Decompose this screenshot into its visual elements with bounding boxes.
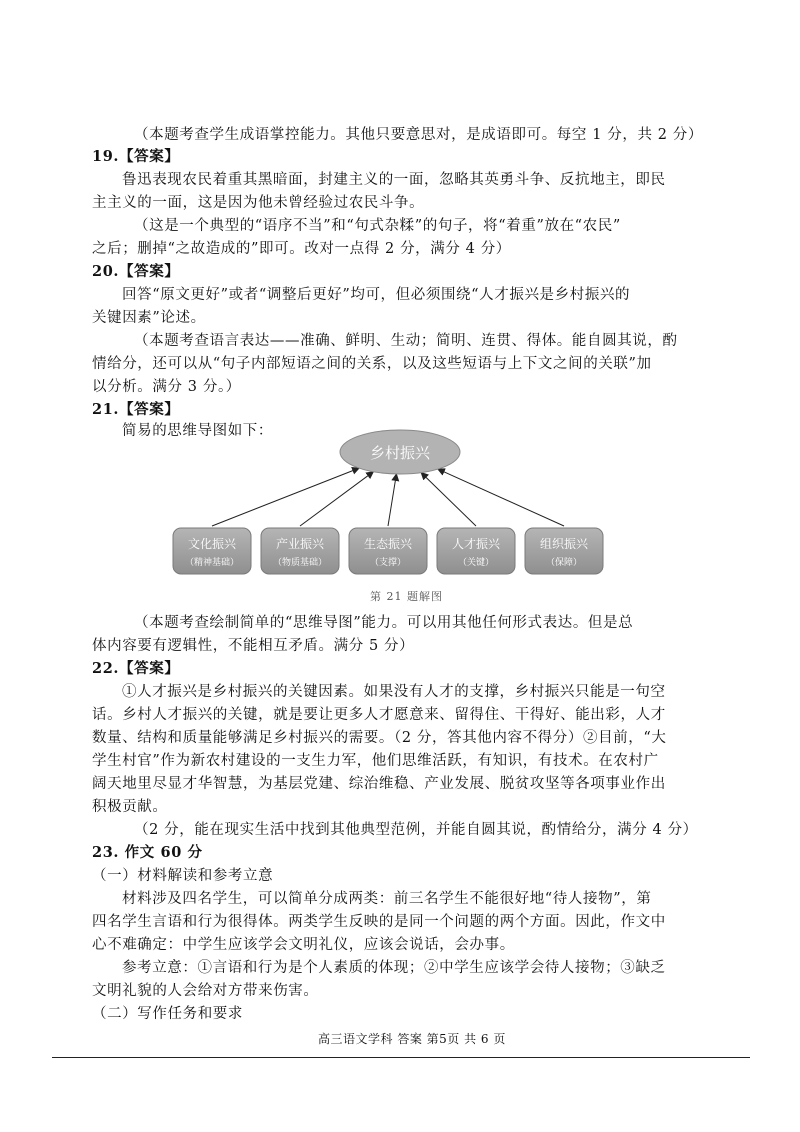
page-footer: 高三语文学科 答案 第5页 共 6 页 <box>318 1032 506 1046</box>
q21-note-line2: 体内容要有逻辑性，不能相互矛盾。满分 5 分） <box>92 638 415 654</box>
q22-answer-line6: 积极贡献。 <box>92 799 168 815</box>
q20-answer-line1: 回答“原文更好”或者“调整后更好”均可，但必须围绕“人才振兴是乡村振兴的 <box>122 287 631 303</box>
q20-answer-line2: 关键因素”论述。 <box>92 310 206 326</box>
q20-note-line2: 情给分，还可以从“句子内部短语之间的关系，以及这些短语与上下文之间的关联”加 <box>92 356 652 372</box>
q21-intro: 简易的思维导图如下： <box>122 423 273 439</box>
q22-answer-line3: 数量、结构和质量能够满足乡村振兴的需要。（2 分，答其他内容不得分）②目前，“大 <box>92 730 667 746</box>
diagram-node-subtitle: （精神基础） <box>184 558 240 568</box>
diagram-node-title: 人才振兴 <box>451 537 501 551</box>
q20-note-line1: （本题考查语言表达——准确、鲜明、生动；简明、连贯、得体。能自圆其说，酌 <box>134 333 678 349</box>
diagram-node-4 <box>437 528 515 574</box>
q19-heading: 19.【答案】 <box>92 148 180 165</box>
q23-idea-line1: 参考立意：①言语和行为是个人素质的体现；②中学生应该学会待人接物；③缺乏 <box>122 960 666 976</box>
diagram-arrow <box>388 474 396 526</box>
q22-note: （2 分，能在现实生活中找到其他典型范例，并能自圆其说，酌情给分，满分 4 分） <box>134 822 698 838</box>
footer-rule <box>52 1057 750 1058</box>
q22-answer-line2: 话。乡村人才振兴的关键，就是要让更多人才愿意来、留得住、干得好、能出彩，人才 <box>92 707 666 723</box>
q21-heading: 21.【答案】 <box>92 401 180 418</box>
q19-answer-line1: 鲁迅表现农民着重其黑暗面，封建主义的一面，忽略其英勇斗争、反抗地主，即民 <box>122 172 666 188</box>
diagram-arrow <box>421 473 476 526</box>
diagram-node-3 <box>349 528 427 574</box>
q22-heading: 22.【答案】 <box>92 660 180 677</box>
q22-answer-line5: 阔天地里尽显才华智慧，为基层党建、综治维稳、产业发展、脱贫攻坚等各项事业作出 <box>92 776 666 792</box>
diagram-node-subtitle: （关键） <box>457 558 495 568</box>
diagram-node-2 <box>261 528 339 574</box>
q19-answer-line2: 主主义的一面，这是因为他未曾经验过农民斗争。 <box>92 195 425 211</box>
q19-note-line1: （这是一个典型的“语序不当”和“句式杂糅”的句子，将“着重”放在“农民” <box>134 218 621 234</box>
diagram-arrow <box>438 469 564 526</box>
diagram-arrow <box>212 468 359 526</box>
diagram-node-title: 组织振兴 <box>539 537 589 551</box>
q19-note-line2: 之后；删掉“之故造成的”即可。改对一点得 2 分，满分 4 分） <box>92 241 511 257</box>
q23-section2-title: （二）写作任务和要求 <box>92 1006 243 1022</box>
diagram-node-title: 生态振兴 <box>363 537 413 551</box>
diagram-node-title: 产业振兴 <box>275 537 325 551</box>
q21-note-line1: （本题考查绘制简单的“思维导图”能力。可以用其他任何形式表达。但是总 <box>134 615 634 631</box>
q23-heading: 23. 作文 60 分 <box>92 844 203 861</box>
center-node-label: 乡村振兴 <box>369 444 431 462</box>
diagram-node-5 <box>525 528 603 574</box>
diagram-arrows <box>212 468 564 526</box>
diagram-node-1 <box>173 528 251 574</box>
q18-note: （本题考查学生成语掌控能力。其他只要意思对，是成语即可。每空 1 分，共 2 分） <box>134 127 703 143</box>
q20-heading: 20.【答案】 <box>92 263 180 280</box>
q23-material-line3: 心不难确定：中学生应该学会文明礼仪，应该会说话，会办事。 <box>92 937 515 953</box>
q23-material-line2: 四名学生言语和行为很得体。两类学生反映的是同一个问题的两个方面。因此，作文中 <box>92 914 666 930</box>
q23-idea-line2: 文明礼貌的人会给对方带来伤害。 <box>92 983 319 999</box>
diagram-node-subtitle: （物质基础） <box>272 558 328 568</box>
diagram-nodes <box>173 528 603 574</box>
diagram-node-title: 文化振兴 <box>187 537 237 551</box>
q20-note-line3: 以分析。满分 3 分。） <box>92 379 241 395</box>
mind-map-diagram <box>165 414 635 584</box>
diagram-node-subtitle: （支撑） <box>369 558 407 568</box>
diagram-caption: 第 21 题解图 <box>370 590 443 603</box>
diagram-node-subtitle: （保障） <box>545 558 583 568</box>
q23-material-line1: 材料涉及四名学生，可以简单分成两类：前三名学生不能很好地“待人接物”，第 <box>122 891 652 907</box>
q22-answer-line4: 学生村官”作为新农村建设的一支生力军，他们思维活跃，有知识，有技术。在农村广 <box>92 753 659 769</box>
q22-answer-line1: ①人才振兴是乡村振兴的关键因素。如果没有人才的支撑，乡村振兴只能是一句空 <box>122 684 666 700</box>
diagram-arrow <box>300 472 373 526</box>
q23-section1-title: （一）材料解读和参考立意 <box>92 868 274 884</box>
